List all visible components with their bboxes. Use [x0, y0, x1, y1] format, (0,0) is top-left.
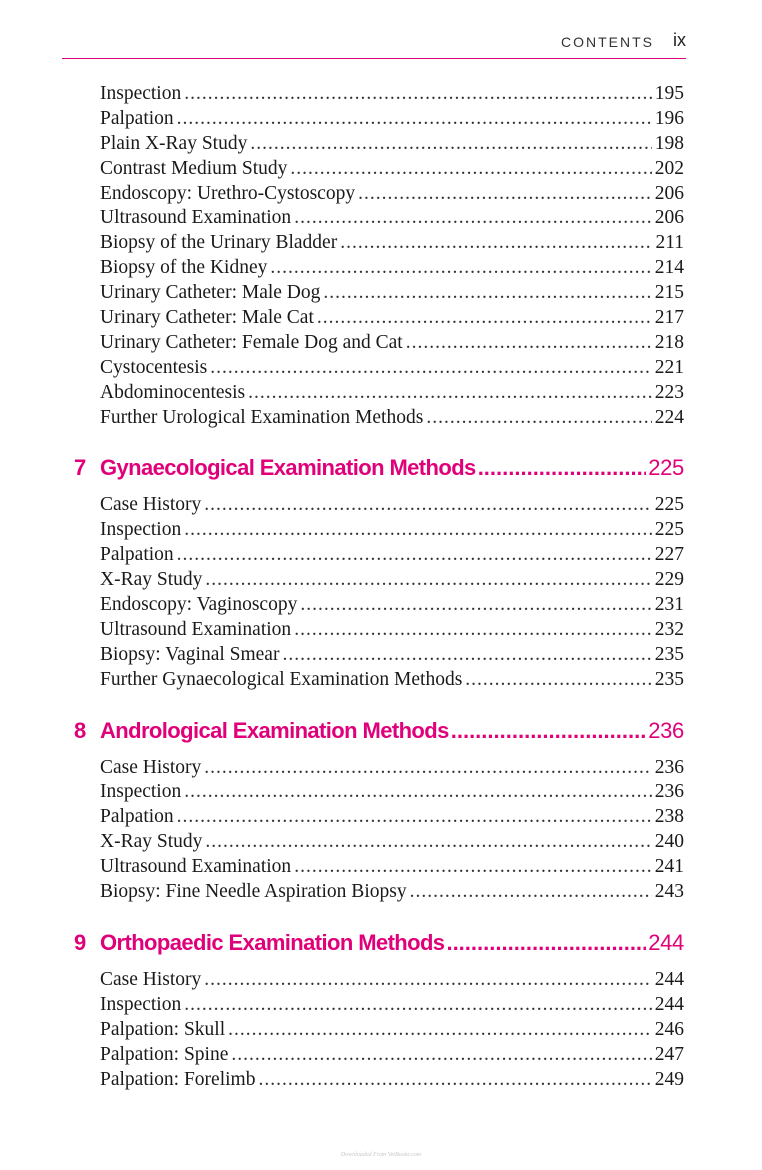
toc-entry-page: 221 [654, 356, 684, 378]
dot-leader [451, 716, 646, 746]
dot-leader [323, 281, 651, 306]
toc-entry[interactable] [100, 855, 684, 880]
toc-entry[interactable] [100, 1043, 684, 1068]
toc-entry-title: Case History [100, 756, 202, 778]
toc-entry-title: Inspection [100, 83, 182, 104]
toc-entry-title: Case History [100, 968, 202, 990]
toc-entry-title: Urinary Catheter: Male Dog [100, 282, 321, 304]
toc-entry-title: Biopsy: Vaginal Smear [100, 643, 280, 665]
dot-leader [317, 306, 652, 331]
toc-entry-title: X-Ray Study [100, 569, 203, 591]
toc-entry-title: Plain X-Ray Study [100, 132, 248, 154]
chapter-title: Andrological Examination Methods [100, 717, 449, 743]
dot-leader [300, 593, 651, 618]
dot-leader [205, 830, 651, 855]
chapter-title: Orthopaedic Examination Methods [100, 929, 445, 955]
dot-leader [290, 157, 651, 182]
chapter-number: 7 [74, 455, 87, 481]
dot-leader [465, 668, 651, 693]
toc-entry-page: 231 [654, 594, 684, 616]
chapter-number: 8 [74, 717, 87, 743]
toc-entry-title: Biopsy of the Urinary Bladder [100, 232, 338, 254]
toc-entry-page: 225 [654, 519, 684, 541]
dot-leader [340, 231, 652, 256]
dot-leader [205, 568, 651, 593]
toc-entry-title: Urinary Catheter: Female Dog and Cat [100, 331, 403, 353]
dot-leader [231, 1043, 651, 1068]
toc-entry-title: Cystocentesis [100, 356, 208, 378]
toc-entry-page: 229 [654, 569, 684, 591]
toc-entry-title: Palpation [100, 544, 174, 566]
toc-entry[interactable] [100, 1018, 684, 1043]
toc-entry-title: Endoscopy: Urethro-Cystoscopy [100, 182, 356, 204]
toc-entry[interactable] [100, 756, 684, 781]
dot-leader [228, 1018, 652, 1043]
toc-entry-page: 236 [654, 781, 684, 803]
toc-entry-page: 235 [654, 668, 684, 690]
dot-leader [204, 493, 651, 518]
toc-entry-title: Biopsy of the Kidney [100, 257, 268, 279]
toc-entry[interactable] [100, 643, 684, 668]
dot-leader [204, 756, 651, 781]
toc-entry-page: 225 [654, 494, 684, 516]
dot-leader [258, 1068, 651, 1093]
dot-leader [410, 880, 652, 905]
toc-entry-page: 211 [655, 232, 684, 254]
toc-entry-page: 206 [654, 182, 684, 204]
toc-entry-page: 236 [654, 756, 684, 778]
toc-entry-page: 214 [654, 257, 684, 279]
toc-entry-page: 244 [654, 968, 684, 990]
chapter-heading[interactable] [74, 716, 684, 746]
toc-entry-title: Endoscopy: Vaginoscopy [100, 594, 298, 616]
toc-entry-page: 202 [654, 157, 684, 179]
toc-entry-page: 246 [654, 1018, 684, 1040]
toc-entry-page: 249 [654, 1068, 684, 1090]
toc-entry[interactable] [100, 830, 684, 855]
dot-leader [446, 928, 646, 958]
toc-entry-title: Further Gynaecological Examination Methods [100, 668, 463, 690]
chapter-title: Gynaecological Examination Methods [100, 455, 476, 481]
toc-entry-title: Palpation: Skull [100, 1018, 226, 1040]
toc-entry-title: Palpation [100, 806, 174, 828]
dot-leader [248, 381, 652, 406]
dot-leader [270, 256, 651, 281]
toc-entry[interactable] [100, 993, 684, 1018]
toc-entry-title: Case History [100, 494, 202, 516]
toc-entry-title: Inspection [100, 519, 182, 541]
toc-entry[interactable] [100, 968, 684, 993]
dot-leader [210, 356, 652, 381]
toc-entry-page: 215 [654, 282, 684, 304]
chapter-heading[interactable] [74, 928, 684, 958]
toc-entry-page: 244 [654, 993, 684, 1015]
toc-entry[interactable] [100, 518, 684, 543]
toc-entry-title: Ultrasound Examination [100, 207, 292, 229]
toc-entry[interactable] [100, 668, 684, 693]
dot-leader [177, 805, 652, 830]
toc-entry[interactable] [100, 543, 684, 568]
dot-leader [358, 182, 652, 207]
toc-entry-page: 224 [654, 406, 684, 428]
toc-entry-page: 218 [654, 331, 684, 353]
toc-entry-page: 240 [654, 831, 684, 853]
toc-entry-page: 232 [654, 618, 684, 640]
toc-entry-page: 217 [654, 307, 684, 329]
toc-entry[interactable] [100, 593, 684, 618]
toc-entry[interactable] [100, 618, 684, 643]
toc-entry-title: Palpation [100, 107, 174, 129]
dot-leader [177, 543, 652, 568]
toc-entry[interactable] [100, 107, 684, 132]
toc-entry-page: 235 [654, 643, 684, 665]
toc-entry[interactable] [100, 157, 684, 182]
toc-entry[interactable] [100, 1068, 684, 1093]
chapter-page: 244 [648, 929, 684, 955]
chapter-page: 236 [648, 717, 684, 743]
toc-entry-page: 238 [654, 806, 684, 828]
toc-entry-title: Palpation: Spine [100, 1043, 229, 1065]
toc-entry-page: 195 [654, 83, 684, 104]
toc-entry-page: 198 [654, 132, 684, 154]
dot-leader [184, 993, 652, 1018]
toc-entry[interactable] [100, 306, 684, 331]
dot-leader [294, 206, 652, 231]
toc-entry[interactable] [100, 281, 684, 306]
toc-entry-title: Abdominocentesis [100, 381, 246, 403]
dot-leader [294, 618, 652, 643]
chapter-number: 9 [74, 929, 87, 955]
toc-entry[interactable] [100, 780, 684, 805]
running-header-label: CONTENTS [561, 34, 654, 50]
toc-entry[interactable] [100, 82, 684, 107]
toc-entry[interactable] [100, 406, 684, 431]
toc-entry[interactable] [100, 256, 684, 281]
running-header [62, 0, 686, 59]
toc-entry-title: Inspection [100, 781, 182, 803]
toc-entry[interactable] [100, 805, 684, 830]
toc-entry-title: X-Ray Study [100, 831, 203, 853]
toc-entry-title: Inspection [100, 993, 182, 1015]
toc-entry-page: 227 [654, 544, 684, 566]
toc-entry[interactable] [100, 381, 684, 406]
toc-entry-title: Biopsy: Fine Needle Aspiration Biopsy [100, 881, 407, 903]
dot-leader [184, 780, 652, 805]
toc-entry-title: Ultrasound Examination [100, 618, 292, 640]
dot-leader [184, 82, 652, 107]
footer-watermark: Downloaded From VetBooks.com [340, 1152, 422, 1158]
toc-entry-title: Urinary Catheter: Male Cat [100, 307, 314, 329]
toc-entry-title: Ultrasound Examination [100, 856, 292, 878]
toc-entry-page: 247 [654, 1043, 684, 1065]
dot-leader [282, 643, 651, 668]
toc-entry-title: Further Urological Examination Methods [100, 406, 424, 428]
dot-leader [177, 107, 652, 132]
toc-entry[interactable] [100, 182, 684, 207]
toc-entry[interactable] [100, 493, 684, 518]
dot-leader [250, 132, 651, 157]
toc-entry[interactable] [100, 880, 684, 905]
toc-entry[interactable] [100, 231, 684, 256]
chapter-heading[interactable] [74, 453, 684, 483]
toc-entry[interactable] [100, 331, 684, 356]
toc-entry[interactable] [100, 206, 684, 231]
dot-leader [478, 453, 647, 483]
toc-entry-page: 196 [654, 107, 684, 129]
toc-entry-page: 223 [654, 381, 684, 403]
dot-leader [406, 331, 652, 356]
toc-entry-page: 243 [654, 881, 684, 903]
toc-entry-title: Contrast Medium Study [100, 157, 288, 179]
toc-entry-title: Palpation: Forelimb [100, 1068, 256, 1090]
toc-entry-page: 241 [654, 856, 684, 878]
toc-entry-page: 206 [654, 207, 684, 229]
table-of-contents [0, 82, 762, 1092]
toc-entry[interactable] [100, 132, 684, 157]
toc-entry[interactable] [100, 568, 684, 593]
dot-leader [426, 406, 651, 431]
dot-leader [184, 518, 652, 543]
page-number: ix [673, 30, 686, 50]
chapter-page: 225 [648, 455, 684, 481]
dot-leader [204, 968, 651, 993]
toc-entry[interactable] [100, 356, 684, 381]
dot-leader [294, 855, 652, 880]
